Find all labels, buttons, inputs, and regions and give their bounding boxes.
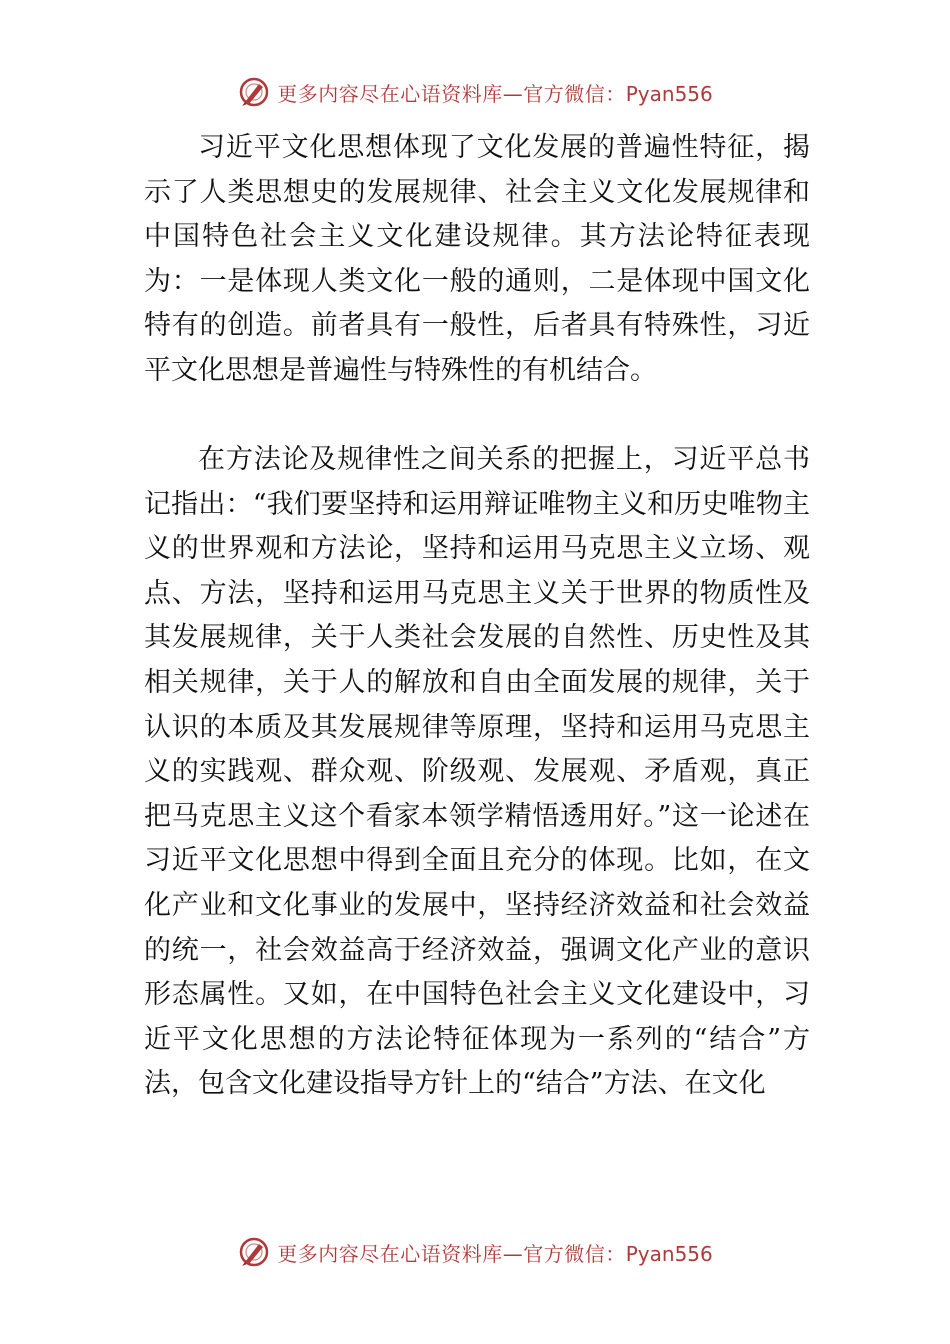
header-banner <box>0 72 950 112</box>
body-paragraph-1: 习近平文化思想体现了文化发展的普遍性特征，揭示了人类思想史的发展规律、社会主义文化发展规律和中国特色社会主义文化建设规律。其方法论特征表现为：一是体现人类文化一般的通则，二是体现中国文化特有的创造。前者具有一般性，后者具有特殊性，习近平文化思想是普遍性与特殊性的有机结合。 <box>144 132 810 386</box>
footer-banner-label: 更多内容尽在心语资料库—官方微信： <box>277 1241 626 1266</box>
header-banner-handle: Pyan556 <box>625 81 713 106</box>
body-paragraph-2: 在方法论及规律性之间关系的把握上，习近平总书记指出：“我们要坚持和运用辩证唯物主义和历史唯物主义的世界观和方法论，坚持和运用马克思主义立场、观点、方法，坚持和运用马克思主义关于世界的物质性及其发展规律，关于人类社会发展的自然性、历史性及其相关规律，关于人的解放和自由全面发展的规律，关于认识的本质及其发展规律等原理，坚持和运用马克思主义的实践观、群众观、阶级观、发展观、矛盾观，真正把马克思主义这个看家本领学精悟透用好。”这一论述在习近平文化思想中得到全面且充分的体现。比如，在文化产业和文化事业的发展中，坚持经济效益和社会效益的统一，社会效益高于经济效益，强调文化产业的意识形态属性。又如，在中国特色社会主义文化建设中，习近平文化思想的方法论特征体现为一系列的“结合”方法，包含文化建设指导方针上的“结合”方法、在文化 <box>144 444 810 1100</box>
header-banner-text <box>277 78 713 107</box>
footer-banner-text <box>277 1238 713 1267</box>
header-banner-label: 更多内容尽在心语资料库—官方微信： <box>277 81 626 106</box>
pen-nib-logo-icon <box>237 75 271 109</box>
footer-banner <box>0 1232 950 1272</box>
pen-nib-logo-icon <box>237 1235 271 1269</box>
footer-banner-handle: Pyan556 <box>625 1241 713 1266</box>
